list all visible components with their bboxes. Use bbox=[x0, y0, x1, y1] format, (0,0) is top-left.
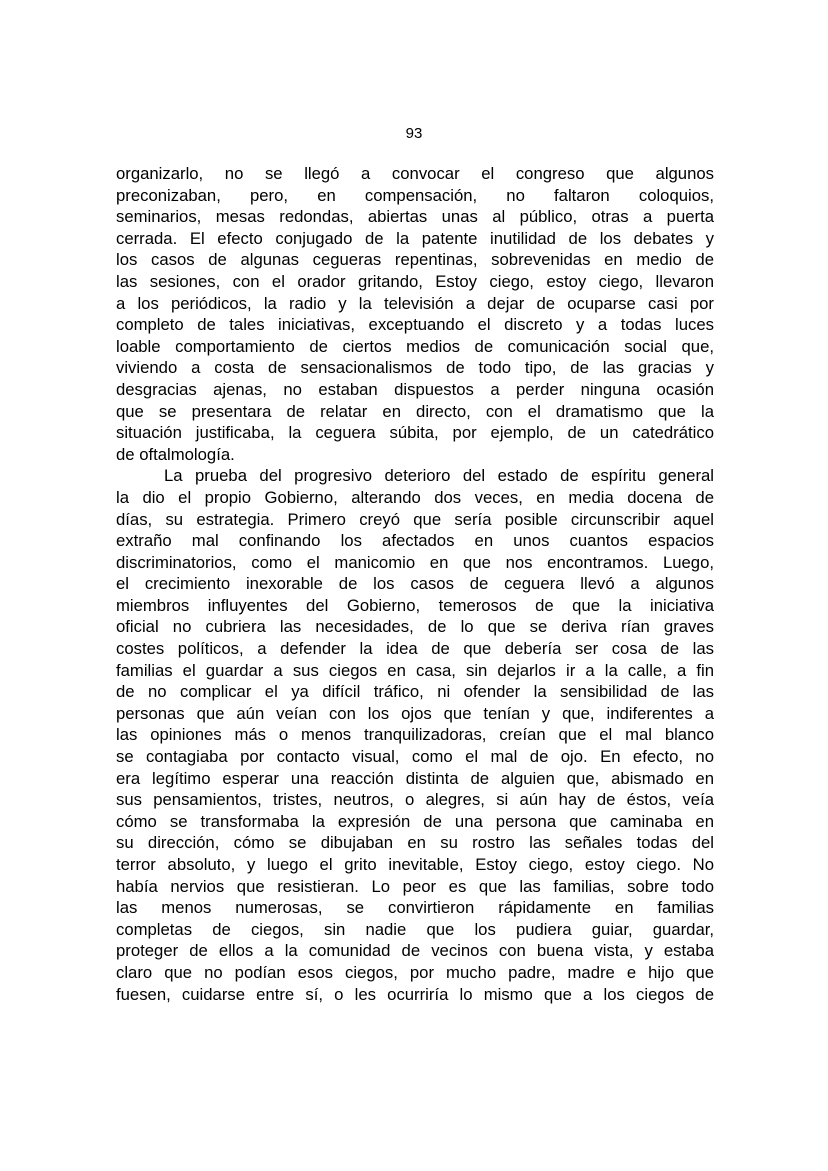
text-line: extraño mal confinando los afectados en unos cuantos espacios bbox=[116, 531, 714, 551]
text-line: las sesiones, con el orador gritando, Estoy ciego, estoy ciego, llevaron bbox=[116, 271, 714, 291]
text-line: su dirección, cómo se dibujaban en su rostro las señales todas del bbox=[116, 833, 714, 853]
text-line: miembros influyentes del Gobierno, temerosos de que la iniciativa bbox=[116, 595, 714, 615]
text-line: días, su estrategia. Primero creyó que sería posible circunscribir aquel bbox=[116, 509, 714, 529]
body-text bbox=[116, 163, 714, 1005]
text-line: de no complicar el ya difícil tráfico, ni ofender la sensibilidad de las bbox=[116, 682, 714, 702]
paragraph bbox=[116, 465, 714, 1005]
text-line: loable comportamiento de ciertos medios de comunicación social que, bbox=[116, 336, 714, 356]
text-line: los casos de algunas cegueras repentinas, sobrevenidas en medio de bbox=[116, 250, 714, 270]
text-line: seminarios, mesas redondas, abiertas unas al público, otras a puerta bbox=[116, 207, 714, 227]
text-line: de oftalmología. bbox=[116, 444, 235, 464]
text-line: personas que aún veían con los ojos que tenían y que, indiferentes a bbox=[116, 703, 714, 723]
text-line: familias el guardar a sus ciegos en casa, sin dejarlos ir a la calle, a fin bbox=[116, 660, 714, 680]
text-line: situación justificaba, la ceguera súbita, por ejemplo, de un catedrático bbox=[116, 423, 714, 443]
text-line: proteger de ellos a la comunidad de vecinos con buena vista, y estaba bbox=[116, 941, 714, 961]
text-line: a los periódicos, la radio y la televisión a dejar de ocuparse casi por bbox=[116, 293, 714, 313]
text-line: cerrada. El efecto conjugado de la patente inutilidad de los debates y bbox=[116, 228, 714, 248]
text-line: discriminatorios, como el manicomio en que nos encontramos. Luego, bbox=[116, 552, 714, 572]
text-line: desgracias ajenas, no estaban dispuestos a perder ninguna ocasión bbox=[116, 379, 714, 399]
text-line: costes políticos, a defender la idea de que debería ser cosa de las bbox=[116, 639, 714, 659]
text-line: La prueba del progresivo deterioro del estado de espíritu general bbox=[164, 466, 714, 486]
text-line: la dio el propio Gobierno, alterando dos veces, en media docena de bbox=[116, 487, 714, 507]
text-line: cómo se transformaba la expresión de una persona que caminaba en bbox=[116, 811, 714, 831]
text-line: sus pensamientos, tristes, neutros, o alegres, si aún hay de éstos, veía bbox=[116, 790, 714, 810]
text-line: las opiniones más o menos tranquilizadoras, creían que el mal blanco bbox=[116, 725, 714, 745]
text-line: había nervios que resistieran. Lo peor es que las familias, sobre todo bbox=[116, 876, 714, 896]
text-line: preconizaban, pero, en compensación, no faltaron coloquios, bbox=[116, 185, 714, 205]
text-line: viviendo a costa de sensacionalismos de todo tipo, de las gracias y bbox=[116, 358, 714, 378]
text-line: claro que no podían esos ciegos, por mucho padre, madre e hijo que bbox=[116, 962, 714, 982]
text-line: oficial no cubriera las necesidades, de lo que se deriva rían graves bbox=[116, 617, 714, 637]
text-line: organizarlo, no se llegó a convocar el congreso que algunos bbox=[116, 164, 714, 183]
text-line: fuesen, cuidarse entre sí, o les ocurriría lo mismo que a los ciegos de bbox=[116, 984, 714, 1004]
text-line: completo de tales iniciativas, exceptuando el discreto y a todas luces bbox=[116, 315, 714, 335]
paragraph bbox=[116, 163, 714, 465]
text-line: terror absoluto, y luego el grito inevitable, Estoy ciego, estoy ciego. No bbox=[116, 855, 714, 874]
text-line: el crecimiento inexorable de los casos de ceguera llevó a algunos bbox=[116, 574, 714, 594]
text-line: que se presentara de relatar en directo, con el dramatismo que la bbox=[116, 401, 714, 421]
text-line: se contagiaba por contacto visual, como el mal de ojo. En efecto, no bbox=[116, 747, 714, 767]
text-line: las menos numerosas, se convirtieron rápidamente en familias bbox=[116, 898, 714, 918]
text-line: completas de ciegos, sin nadie que los pudiera guiar, guardar, bbox=[116, 919, 714, 939]
text-line: era legítimo esperar una reacción distinta de alguien que, abismado en bbox=[116, 768, 714, 788]
page-number: 93 bbox=[405, 125, 423, 142]
